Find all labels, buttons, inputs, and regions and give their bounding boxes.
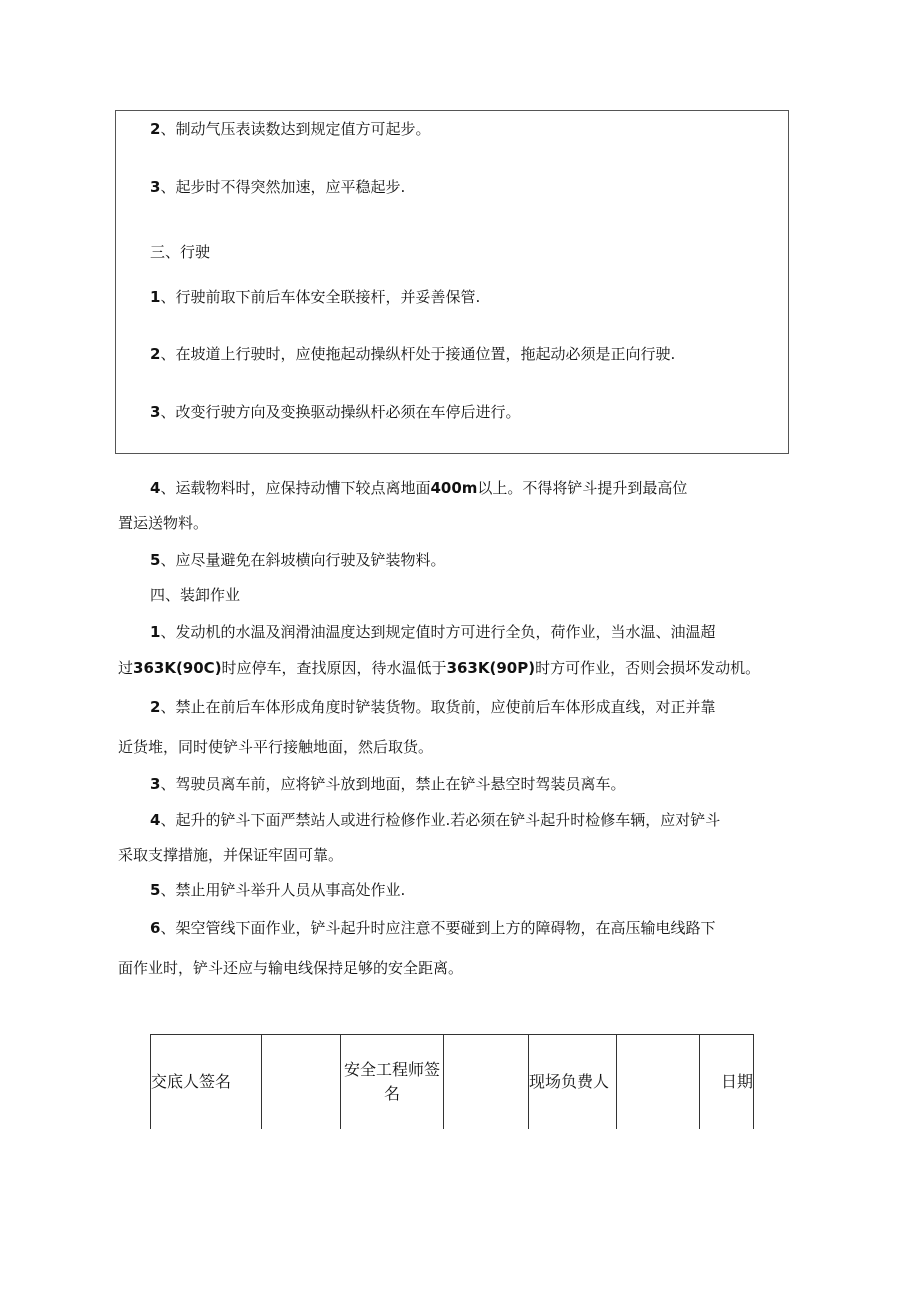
item-number: 3 — [150, 178, 161, 196]
box-line-1 — [150, 119, 430, 139]
item-number: 2 — [150, 698, 161, 716]
date-label: 日期 — [720, 1072, 753, 1091]
item-number: 2 — [150, 345, 161, 363]
section-heading-text: 四、装卸作业 — [150, 586, 241, 604]
temperature-value: 363K(90P) — [446, 659, 536, 677]
section-heading-4 — [150, 585, 240, 605]
item-number: 2 — [150, 120, 161, 138]
item-number: 4 — [150, 479, 161, 497]
safety-engineer-label-line1: 安全工程师签 — [343, 1060, 440, 1079]
distance-value: 400m — [430, 479, 478, 497]
section-heading-3 — [150, 242, 210, 262]
site-manager-signature-field[interactable] — [617, 1035, 700, 1130]
site-manager-label: 现场负费人 — [529, 1072, 610, 1091]
para-q6-line-2 — [118, 958, 463, 978]
para-4-line-1 — [150, 478, 687, 498]
safety-engineer-label-cell — [341, 1035, 444, 1130]
para-q6-line-1 — [150, 918, 715, 938]
para-q4-line-2 — [118, 845, 343, 865]
safety-engineer-label-line2: 名 — [383, 1084, 400, 1103]
item-number: 3 — [150, 403, 161, 421]
box-line-5 — [150, 344, 675, 364]
para-q2-line-2 — [118, 737, 433, 757]
item-number: 1 — [150, 623, 161, 641]
item-text: 、改变行驶方向及变换驱动操纵杆必须在车停后进行。 — [160, 403, 521, 421]
text: 、发动机的水温及润滑油温度达到规定值时方可进行全负，荷作业，当水温、油温超 — [160, 623, 716, 641]
item-text: 、行驶前取下前后车体安全联接杆，并妥善保管. — [160, 288, 481, 306]
box-line-4 — [150, 287, 480, 307]
signature-row — [151, 1035, 754, 1130]
item-number: 5 — [150, 551, 161, 569]
box-line-2 — [150, 177, 405, 197]
text: 近货堆，同时使铲斗平行接触地面，然后取货。 — [118, 738, 434, 756]
text: 、禁止在前后车体形成角度时铲装货物。取货前，应使前后车体形成直线，对正并靠 — [160, 698, 716, 716]
text: 、驾驶员离车前，应将铲斗放到地面，禁止在铲斗悬空时驾装员离车。 — [160, 775, 626, 793]
text: 时应停车，查找原因，待水温低于 — [221, 659, 447, 677]
item-text: 、制动气压表读数达到规定值方可起步。 — [160, 120, 431, 138]
text: 采取支撑措施，并保证牢固可靠。 — [118, 846, 344, 864]
text: 面作业时，铲斗还应与输电线保持足够的安全距离。 — [118, 959, 464, 977]
para-q5 — [150, 880, 405, 900]
section-heading-text: 三、行驶 — [150, 243, 211, 261]
text: 、起升的铲斗下面严禁站人或进行检修作业.若必须在铲斗起升时检修车辆，应对铲斗 — [160, 811, 721, 829]
para-q2-line-1 — [150, 697, 715, 717]
para-q1-line-2 — [118, 658, 760, 678]
item-text: 、起步时不得突然加速，应平稳起步. — [160, 178, 406, 196]
date-label-cell — [700, 1035, 754, 1130]
text: 置运送物料。 — [118, 514, 209, 532]
discloser-signature-field[interactable] — [262, 1035, 341, 1130]
temperature-value: 363K(90C) — [133, 659, 222, 677]
item-number: 3 — [150, 775, 161, 793]
text: 过 — [118, 659, 134, 677]
para-5 — [150, 550, 445, 570]
box-line-6 — [150, 402, 520, 422]
text: 、禁止用铲斗举升人员从事高处作业. — [160, 881, 406, 899]
para-q1-line-1 — [150, 622, 715, 642]
discloser-label-cell — [151, 1035, 262, 1130]
site-manager-label-cell — [529, 1035, 617, 1130]
item-number: 1 — [150, 288, 161, 306]
item-number: 6 — [150, 919, 161, 937]
item-number: 5 — [150, 881, 161, 899]
para-4-line-2 — [118, 513, 208, 533]
discloser-label: 交底人签名 — [151, 1072, 232, 1091]
item-text: 、在坡道上行驶时，应使拖起动操纵杆处于接通位置，拖起动必须是正向行驶. — [160, 345, 676, 363]
text: 、架空管线下面作业，铲斗起升时应注意不要碰到上方的障碍物，在高压输电线路下 — [160, 919, 716, 937]
item-number: 4 — [150, 811, 161, 829]
text: 时方可作业，否则会损坏发动机。 — [535, 659, 761, 677]
safety-engineer-signature-field[interactable] — [444, 1035, 529, 1130]
text: 、运载物料时，应保持动慒下较点离地面 — [160, 479, 431, 497]
para-q4-line-1 — [150, 810, 720, 830]
text: 以上。不得将铲斗提升到最高位 — [477, 479, 688, 497]
signature-table — [150, 1034, 754, 1129]
para-q3 — [150, 774, 625, 794]
text: 、应尽量避免在斜坡横向行驶及铲装物料。 — [160, 551, 446, 569]
